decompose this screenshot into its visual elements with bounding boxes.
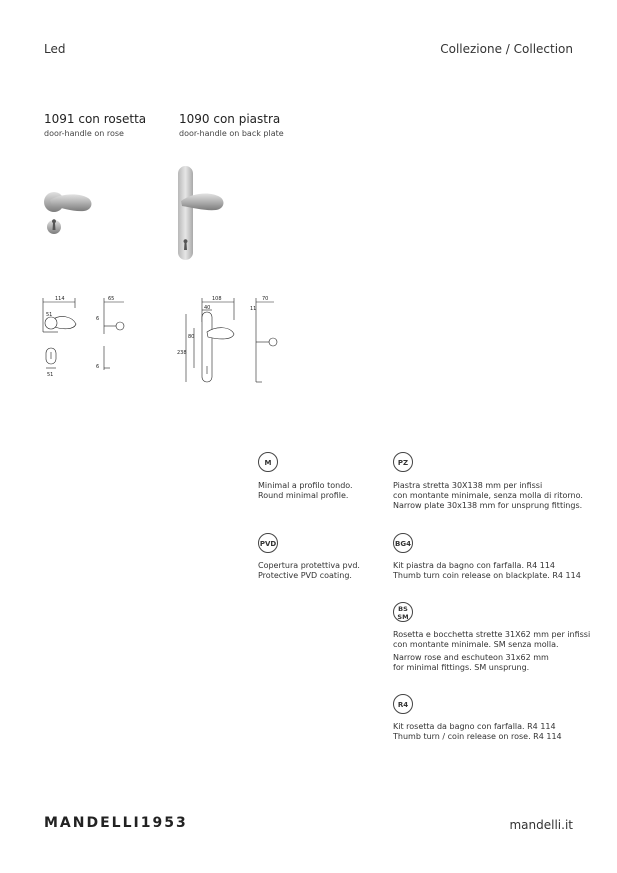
option-bs-line-3: Narrow rose and eschuteon 31x62 mm xyxy=(393,653,549,662)
collection-label: Collezione / Collection xyxy=(440,42,573,56)
option-bs-line-4: for minimal fittings. SM unsprung. xyxy=(393,663,530,672)
option-bg4-badge: BG4 xyxy=(393,533,413,553)
rose-width-dimension: 114 xyxy=(55,296,65,302)
handle-rose-photo xyxy=(40,180,100,240)
plate-depth-dimension: 70 xyxy=(262,296,269,302)
rose-technical-drawing xyxy=(38,292,138,380)
option-r4-badge: R4 xyxy=(393,694,413,714)
handle-plate-photo xyxy=(172,163,232,263)
plate-width-dimension: 108 xyxy=(212,296,222,302)
option-pz-line-2: con montante minimale, senza molla di ritorno. xyxy=(393,491,583,500)
model-1091-title: 1091 con rosetta xyxy=(44,112,147,126)
option-pz-line-1: Piastra stretta 30X138 mm per infissi xyxy=(393,481,543,490)
option-r4-line-1: Kit rosetta da bagno con farfalla. R4 114 xyxy=(393,722,556,731)
escutcheon-offset-dimension: 6 xyxy=(96,364,100,370)
plate-inner-dimension: 40 xyxy=(204,305,211,311)
option-pz-line-3: Narrow plate 30x138 mm for unsprung fittings. xyxy=(393,501,583,510)
rose-depth-dimension: 65 xyxy=(108,296,115,302)
brand-logo: MANDELLI1953 xyxy=(44,815,188,831)
rose-diameter-dimension: 51 xyxy=(46,312,53,318)
option-bs-line-1: Rosetta e bocchetta strette 31X62 mm per infissi xyxy=(393,630,591,639)
model-1090-desc: door-handle on back plate xyxy=(179,129,284,138)
option-bs-sm-badge xyxy=(393,602,413,622)
option-pvd-line-1: Copertura protettiva pvd. xyxy=(258,561,360,570)
series-name: Led xyxy=(44,42,66,56)
model-1090-title: 1090 con piastra xyxy=(179,112,281,126)
option-bg4-line-1: Kit piastra da bagno con farfalla. R4 114 xyxy=(393,561,556,570)
plate-technical-drawing xyxy=(172,292,282,386)
option-sm-code: SM xyxy=(397,613,409,621)
plate-height-dimension: 238 xyxy=(177,350,187,356)
model-1091-desc: door-handle on rose xyxy=(44,129,124,138)
escutcheon-dimension: 51 xyxy=(47,372,54,378)
option-pvd-badge: PVD xyxy=(258,533,278,553)
plate-center-dimension: 80 xyxy=(188,334,195,340)
option-m-line-2: Round minimal profile. xyxy=(258,491,349,500)
option-r4-line-2: Thumb turn / coin release on rose. R4 114 xyxy=(393,732,562,741)
option-bs-code: BS xyxy=(398,605,408,613)
rose-offset-dimension: 6 xyxy=(96,316,100,322)
option-m-line-1: Minimal a profilo tondo. xyxy=(258,481,353,490)
option-bs-line-2: con montante minimale. SM senza molla. xyxy=(393,640,559,649)
option-pz-badge: PZ xyxy=(393,452,413,472)
plate-offset-dimension: 11 xyxy=(250,306,257,312)
option-m-badge: M xyxy=(258,452,278,472)
option-pvd-line-2: Protective PVD coating. xyxy=(258,571,352,580)
option-bg4-line-2: Thumb turn coin release on blackplate. R4 114 xyxy=(393,571,581,580)
website-link[interactable]: mandelli.it xyxy=(509,818,573,832)
